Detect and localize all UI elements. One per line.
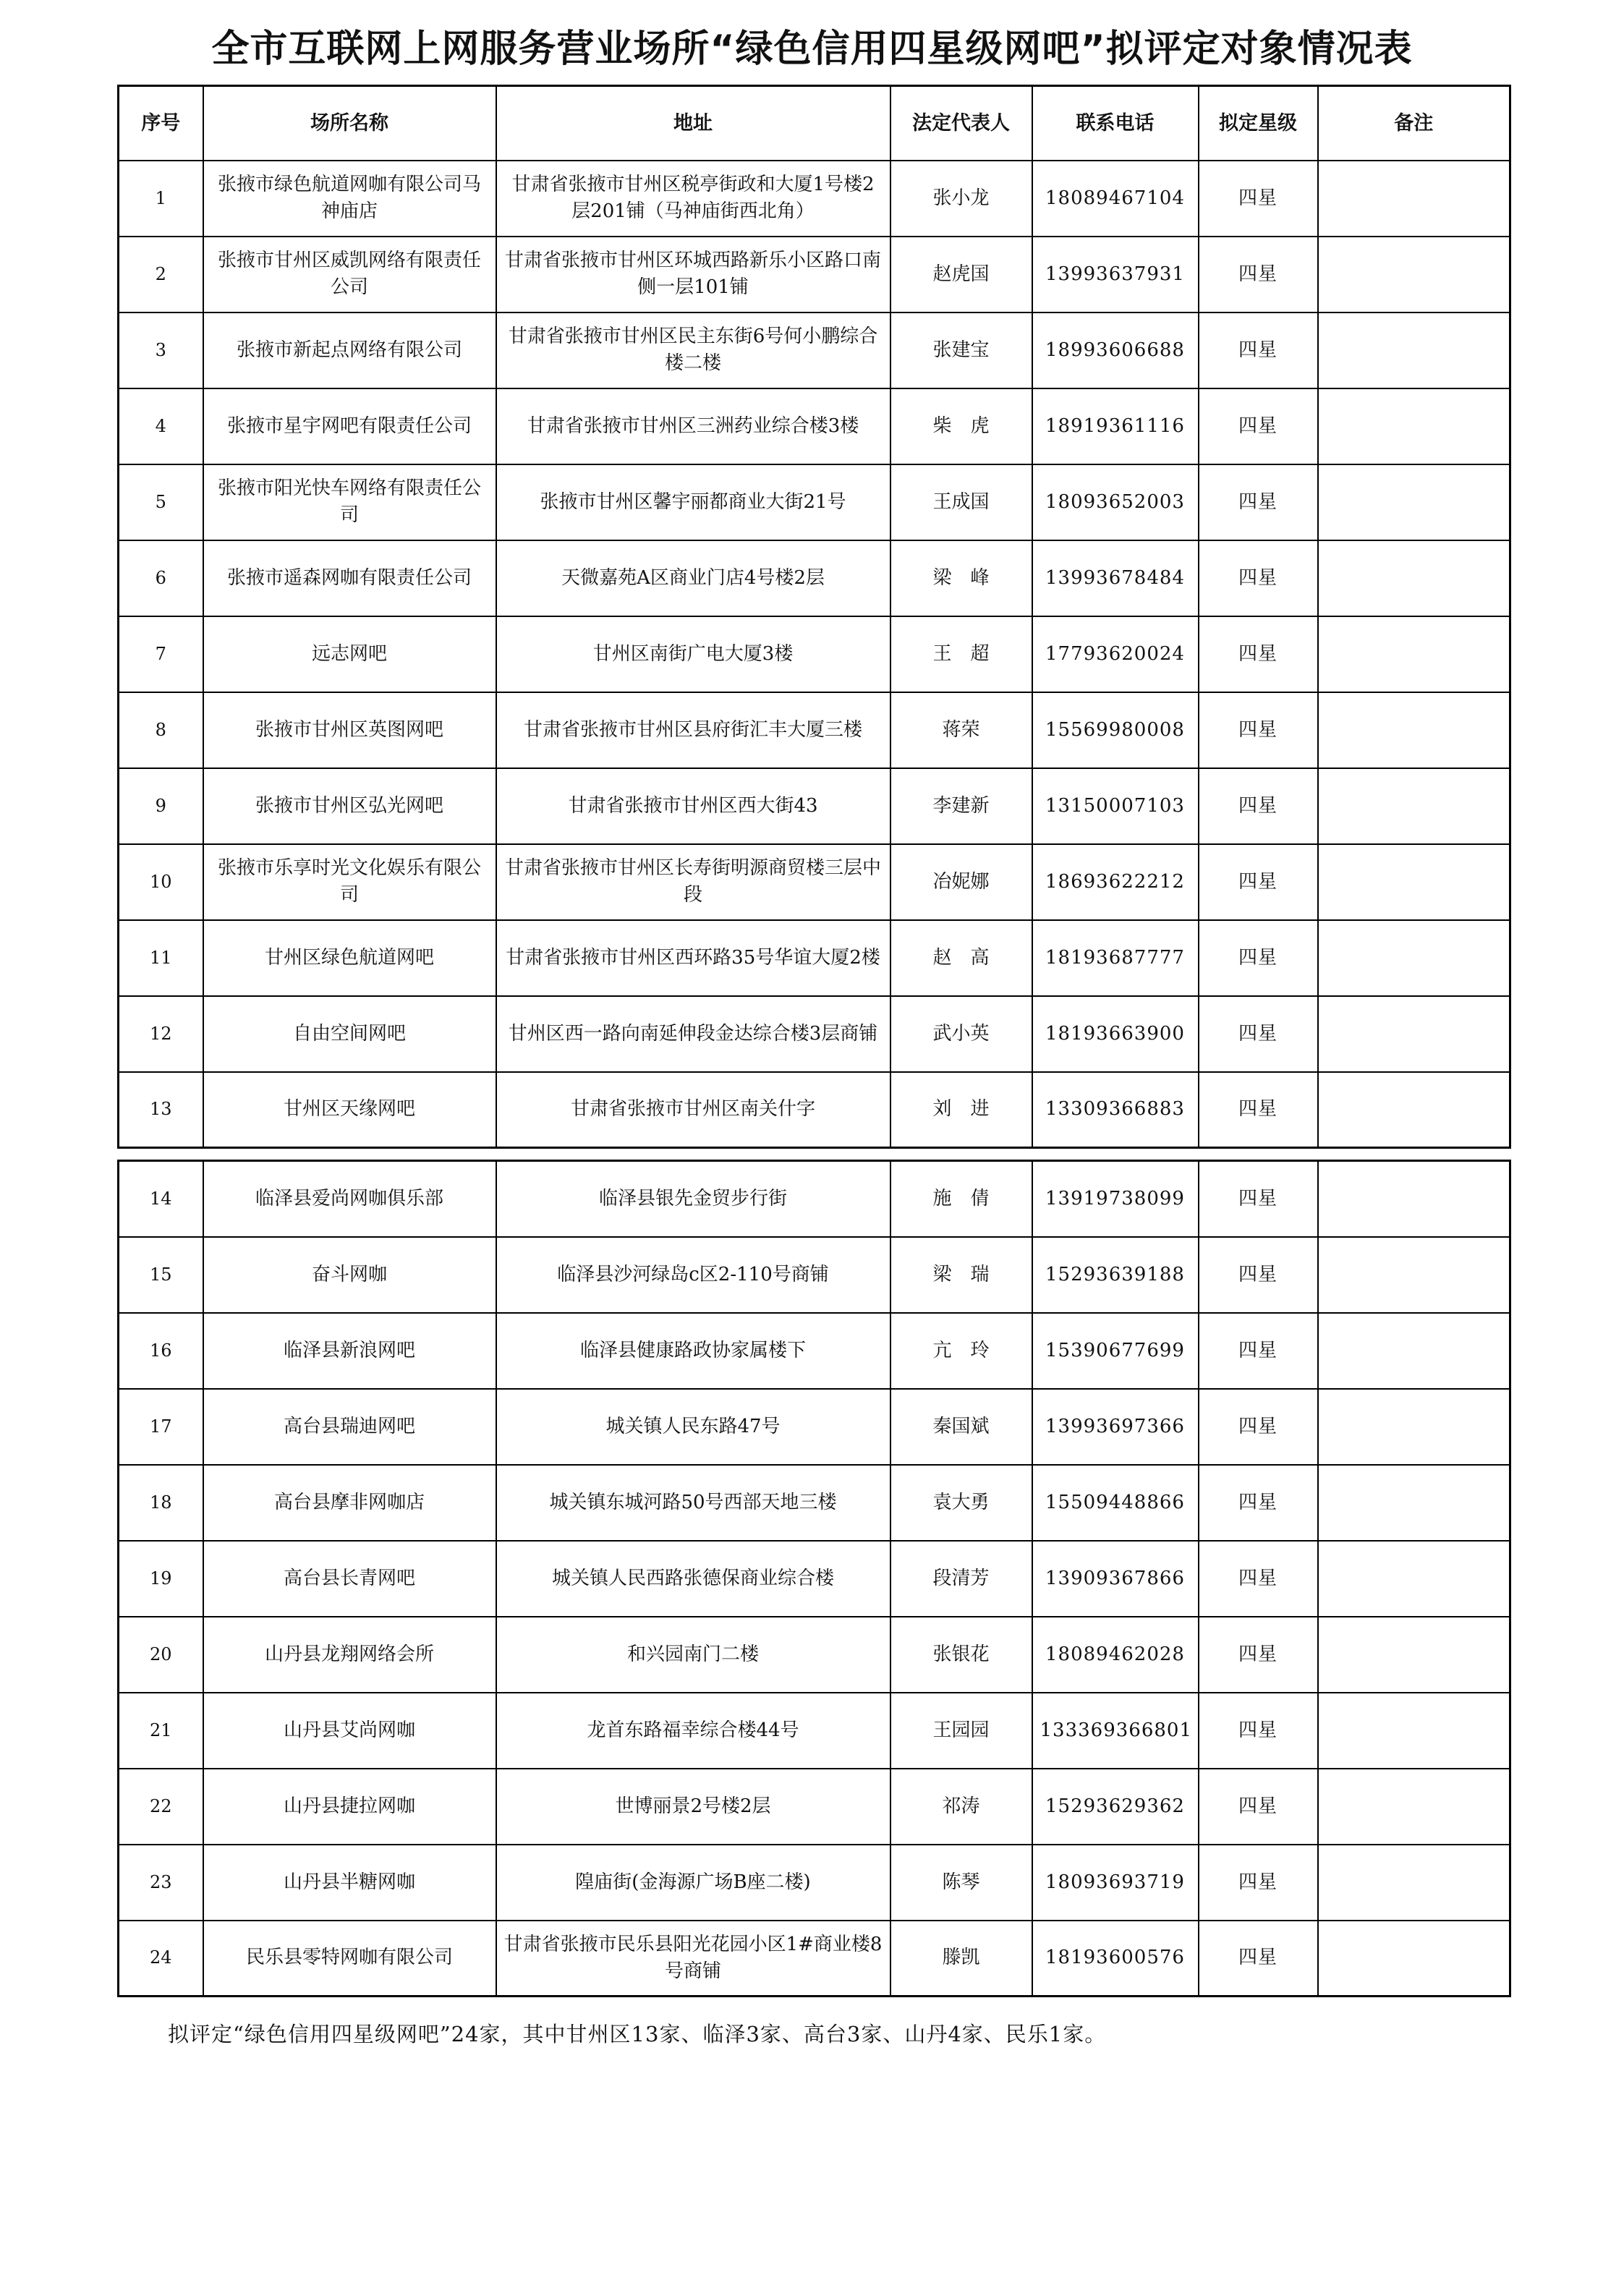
cell-phone: 18993606688 <box>1032 312 1199 388</box>
cell-phone: 13309366883 <box>1032 1072 1199 1148</box>
table-header-row <box>119 86 1510 161</box>
cell-star-rating: 四星 <box>1199 161 1318 237</box>
cell-star-rating: 四星 <box>1199 1072 1318 1148</box>
cell-phone: 18693622212 <box>1032 844 1199 920</box>
cell-legal-representative: 王 超 <box>890 616 1032 692</box>
cell-legal-representative: 张小龙 <box>890 161 1032 237</box>
cell-no: 4 <box>119 388 203 464</box>
cell-legal-representative: 赵虎国 <box>890 237 1032 312</box>
header-remarks: 备注 <box>1318 86 1510 161</box>
cell-no: 16 <box>119 1313 203 1389</box>
cell-star-rating: 四星 <box>1199 1541 1318 1617</box>
cell-legal-representative: 柴 虎 <box>890 388 1032 464</box>
cell-venue-name: 远志网吧 <box>203 616 496 692</box>
cell-phone: 13993637931 <box>1032 237 1199 312</box>
cell-legal-representative: 刘 进 <box>890 1072 1032 1148</box>
table-row <box>119 1072 1510 1148</box>
table-row <box>119 1237 1510 1313</box>
summary-note: 拟评定“绿色信用四星级网吧”24家，其中甘州区13家、临泽3家、高台3家、山丹4家、民乐1家。 <box>168 2022 1107 2046</box>
cell-remarks <box>1318 1921 1510 1997</box>
table-row <box>119 1465 1510 1541</box>
header-no: 序号 <box>119 86 203 161</box>
cell-remarks <box>1318 1541 1510 1617</box>
cell-phone: 13919738099 <box>1032 1161 1199 1237</box>
cell-remarks <box>1318 1769 1510 1845</box>
cell-address: 世博丽景2号楼2层 <box>496 1769 890 1845</box>
cell-star-rating: 四星 <box>1199 692 1318 768</box>
cell-remarks <box>1318 1389 1510 1465</box>
cell-phone: 15390677699 <box>1032 1313 1199 1389</box>
cell-no: 21 <box>119 1693 203 1769</box>
table-row <box>119 1313 1510 1389</box>
cell-phone: 13150007103 <box>1032 768 1199 844</box>
table-row <box>119 844 1510 920</box>
cell-star-rating: 四星 <box>1199 996 1318 1072</box>
cell-remarks <box>1318 616 1510 692</box>
cell-remarks <box>1318 1465 1510 1541</box>
cell-legal-representative: 冶妮娜 <box>890 844 1032 920</box>
cell-phone: 18089462028 <box>1032 1617 1199 1693</box>
cell-no: 20 <box>119 1617 203 1693</box>
cell-phone: 13993697366 <box>1032 1389 1199 1465</box>
cell-star-rating: 四星 <box>1199 1237 1318 1313</box>
cell-legal-representative: 蒋荣 <box>890 692 1032 768</box>
cell-star-rating: 四星 <box>1199 1693 1318 1769</box>
cell-no: 12 <box>119 996 203 1072</box>
cell-star-rating: 四星 <box>1199 464 1318 540</box>
cell-remarks <box>1318 464 1510 540</box>
cell-venue-name: 张掖市新起点网络有限公司 <box>203 312 496 388</box>
table-row <box>119 616 1510 692</box>
cell-no: 24 <box>119 1921 203 1997</box>
table-row <box>119 540 1510 616</box>
header-legal-representative: 法定代表人 <box>890 86 1032 161</box>
cell-no: 3 <box>119 312 203 388</box>
cell-address: 临泽县沙河绿岛c区2-110号商铺 <box>496 1237 890 1313</box>
cell-phone: 18193600576 <box>1032 1921 1199 1997</box>
cell-legal-representative: 亢 玲 <box>890 1313 1032 1389</box>
cell-remarks <box>1318 312 1510 388</box>
table-row <box>119 1845 1510 1921</box>
cell-star-rating: 四星 <box>1199 1845 1318 1921</box>
cell-star-rating: 四星 <box>1199 1161 1318 1237</box>
cell-no: 23 <box>119 1845 203 1921</box>
cell-legal-representative: 张建宝 <box>890 312 1032 388</box>
cell-phone: 18193687777 <box>1032 920 1199 996</box>
document-title: 全市互联网上网服务营业场所“绿色信用四星级网吧”拟评定对象情况表 <box>211 27 1413 71</box>
cell-venue-name: 临泽县爱尚网咖俱乐部 <box>203 1161 496 1237</box>
cell-venue-name: 张掖市甘州区弘光网吧 <box>203 768 496 844</box>
table-row <box>119 161 1510 237</box>
cell-phone: 18193663900 <box>1032 996 1199 1072</box>
cell-phone: 13909367866 <box>1032 1541 1199 1617</box>
cell-venue-name: 山丹县龙翔网络会所 <box>203 1617 496 1693</box>
cell-address: 甘州区西一路向南延伸段金达综合楼3层商铺 <box>496 996 890 1072</box>
table-body-part-2 <box>119 1161 1510 1997</box>
cell-address: 城关镇人民东路47号 <box>496 1389 890 1465</box>
table-row <box>119 1541 1510 1617</box>
cell-no: 18 <box>119 1465 203 1541</box>
table-row <box>119 1693 1510 1769</box>
cell-address: 甘肃省张掖市甘州区西大街43 <box>496 768 890 844</box>
cell-venue-name: 高台县摩非网咖店 <box>203 1465 496 1541</box>
cell-address: 天微嘉苑A区商业门店4号楼2层 <box>496 540 890 616</box>
cell-venue-name: 民乐县零特网咖有限公司 <box>203 1921 496 1997</box>
cell-no: 5 <box>119 464 203 540</box>
cell-venue-name: 山丹县半糖网咖 <box>203 1845 496 1921</box>
cell-star-rating: 四星 <box>1199 1389 1318 1465</box>
table-row <box>119 768 1510 844</box>
cell-phone: 13993678484 <box>1032 540 1199 616</box>
cell-remarks <box>1318 1313 1510 1389</box>
cell-address: 和兴园南门二楼 <box>496 1617 890 1693</box>
cell-address: 甘肃省张掖市甘州区南关什字 <box>496 1072 890 1148</box>
cell-legal-representative: 张银花 <box>890 1617 1032 1693</box>
cell-address: 甘州区南街广电大厦3楼 <box>496 616 890 692</box>
cell-remarks <box>1318 1072 1510 1148</box>
table-row <box>119 1921 1510 1997</box>
cell-remarks <box>1318 996 1510 1072</box>
cell-venue-name: 甘州区绿色航道网吧 <box>203 920 496 996</box>
cell-star-rating: 四星 <box>1199 1769 1318 1845</box>
table-row <box>119 1617 1510 1693</box>
cell-address: 城关镇东城河路50号西部天地三楼 <box>496 1465 890 1541</box>
cell-phone: 18093693719 <box>1032 1845 1199 1921</box>
cell-venue-name: 山丹县艾尚网咖 <box>203 1693 496 1769</box>
cell-no: 6 <box>119 540 203 616</box>
cell-star-rating: 四星 <box>1199 540 1318 616</box>
cell-legal-representative: 李建新 <box>890 768 1032 844</box>
cell-venue-name: 张掖市甘州区威凯网络有限责任公司 <box>203 237 496 312</box>
cell-venue-name: 自由空间网吧 <box>203 996 496 1072</box>
header-star-rating: 拟定星级 <box>1199 86 1318 161</box>
cell-no: 8 <box>119 692 203 768</box>
cell-legal-representative: 秦国斌 <box>890 1389 1032 1465</box>
cell-address: 甘肃省张掖市甘州区西环路35号华谊大厦2楼 <box>496 920 890 996</box>
cell-remarks <box>1318 844 1510 920</box>
cell-remarks <box>1318 540 1510 616</box>
cell-no: 14 <box>119 1161 203 1237</box>
cell-legal-representative: 梁 峰 <box>890 540 1032 616</box>
cell-star-rating: 四星 <box>1199 844 1318 920</box>
cell-venue-name: 张掖市星宇网吧有限责任公司 <box>203 388 496 464</box>
cell-star-rating: 四星 <box>1199 920 1318 996</box>
cell-star-rating: 四星 <box>1199 1465 1318 1541</box>
cell-venue-name: 奋斗网咖 <box>203 1237 496 1313</box>
cell-remarks <box>1318 1693 1510 1769</box>
venue-table-part-1 <box>117 85 1511 1149</box>
cell-venue-name: 张掖市甘州区英图网吧 <box>203 692 496 768</box>
cell-address: 甘肃省张掖市甘州区县府街汇丰大厦三楼 <box>496 692 890 768</box>
table-row <box>119 312 1510 388</box>
cell-no: 11 <box>119 920 203 996</box>
cell-star-rating: 四星 <box>1199 768 1318 844</box>
cell-phone: 17793620024 <box>1032 616 1199 692</box>
cell-address: 临泽县银先金贸步行街 <box>496 1161 890 1237</box>
header-phone: 联系电话 <box>1032 86 1199 161</box>
cell-venue-name: 张掖市乐享时光文化娱乐有限公司 <box>203 844 496 920</box>
cell-address: 隍庙街(金海源广场B座二楼) <box>496 1845 890 1921</box>
cell-legal-representative: 赵 高 <box>890 920 1032 996</box>
cell-remarks <box>1318 161 1510 237</box>
table-row <box>119 920 1510 996</box>
table-row <box>119 996 1510 1072</box>
cell-star-rating: 四星 <box>1199 616 1318 692</box>
cell-venue-name: 高台县瑞迪网吧 <box>203 1389 496 1465</box>
cell-star-rating: 四星 <box>1199 1921 1318 1997</box>
cell-legal-representative: 王成国 <box>890 464 1032 540</box>
cell-legal-representative: 武小英 <box>890 996 1032 1072</box>
table-row <box>119 1389 1510 1465</box>
cell-no: 22 <box>119 1769 203 1845</box>
cell-star-rating: 四星 <box>1199 388 1318 464</box>
cell-phone: 15569980008 <box>1032 692 1199 768</box>
cell-legal-representative: 施 倩 <box>890 1161 1032 1237</box>
cell-no: 19 <box>119 1541 203 1617</box>
cell-remarks <box>1318 237 1510 312</box>
cell-legal-representative: 王园园 <box>890 1693 1032 1769</box>
cell-venue-name: 张掖市阳光快车网络有限责任公司 <box>203 464 496 540</box>
cell-phone: 15509448866 <box>1032 1465 1199 1541</box>
cell-remarks <box>1318 768 1510 844</box>
header-venue-name: 场所名称 <box>203 86 496 161</box>
table-row <box>119 237 1510 312</box>
cell-remarks <box>1318 1845 1510 1921</box>
cell-star-rating: 四星 <box>1199 1617 1318 1693</box>
cell-star-rating: 四星 <box>1199 237 1318 312</box>
cell-star-rating: 四星 <box>1199 312 1318 388</box>
cell-address: 甘肃省张掖市甘州区三洲药业综合楼3楼 <box>496 388 890 464</box>
cell-no: 2 <box>119 237 203 312</box>
cell-legal-representative: 袁大勇 <box>890 1465 1032 1541</box>
cell-remarks <box>1318 920 1510 996</box>
cell-phone: 18089467104 <box>1032 161 1199 237</box>
table-row <box>119 464 1510 540</box>
header-address: 地址 <box>496 86 890 161</box>
cell-legal-representative: 段清芳 <box>890 1541 1032 1617</box>
cell-phone: 15293629362 <box>1032 1769 1199 1845</box>
cell-venue-name: 高台县长青网吧 <box>203 1541 496 1617</box>
cell-no: 13 <box>119 1072 203 1148</box>
cell-no: 10 <box>119 844 203 920</box>
cell-no: 17 <box>119 1389 203 1465</box>
cell-address: 甘肃省张掖市甘州区民主东街6号何小鹏综合楼二楼 <box>496 312 890 388</box>
cell-phone: 18919361116 <box>1032 388 1199 464</box>
cell-venue-name: 甘州区天缘网吧 <box>203 1072 496 1148</box>
cell-no: 7 <box>119 616 203 692</box>
table-body-part-1 <box>119 161 1510 1148</box>
table-row <box>119 388 1510 464</box>
cell-phone: 18093652003 <box>1032 464 1199 540</box>
cell-remarks <box>1318 1617 1510 1693</box>
cell-address: 临泽县健康路政协家属楼下 <box>496 1313 890 1389</box>
cell-address: 张掖市甘州区馨宇丽都商业大街21号 <box>496 464 890 540</box>
cell-venue-name: 山丹县捷拉网咖 <box>203 1769 496 1845</box>
table-row <box>119 1161 1510 1237</box>
cell-venue-name: 临泽县新浪网吧 <box>203 1313 496 1389</box>
cell-legal-representative: 梁 瑞 <box>890 1237 1032 1313</box>
cell-remarks <box>1318 1161 1510 1237</box>
table-row <box>119 692 1510 768</box>
cell-no: 9 <box>119 768 203 844</box>
cell-remarks <box>1318 692 1510 768</box>
cell-phone: 133369366801 <box>1032 1693 1199 1769</box>
table-row <box>119 1769 1510 1845</box>
cell-venue-name: 张掖市绿色航道网咖有限公司马神庙店 <box>203 161 496 237</box>
venue-table-part-2 <box>117 1160 1511 1997</box>
cell-address: 龙首东路福幸综合楼44号 <box>496 1693 890 1769</box>
cell-no: 1 <box>119 161 203 237</box>
cell-legal-representative: 陈琴 <box>890 1845 1032 1921</box>
cell-address: 甘肃省张掖市甘州区长寿街明源商贸楼三层中段 <box>496 844 890 920</box>
cell-address: 甘肃省张掖市甘州区税亭街政和大厦1号楼2层201铺（马神庙街西北角） <box>496 161 890 237</box>
cell-legal-representative: 滕凯 <box>890 1921 1032 1997</box>
cell-address: 甘肃省张掖市民乐县阳光花园小区1#商业楼8号商铺 <box>496 1921 890 1997</box>
cell-no: 15 <box>119 1237 203 1313</box>
cell-legal-representative: 祁涛 <box>890 1769 1032 1845</box>
cell-remarks <box>1318 388 1510 464</box>
cell-address: 甘肃省张掖市甘州区环城西路新乐小区路口南侧一层101铺 <box>496 237 890 312</box>
cell-star-rating: 四星 <box>1199 1313 1318 1389</box>
cell-address: 城关镇人民西路张德保商业综合楼 <box>496 1541 890 1617</box>
cell-remarks <box>1318 1237 1510 1313</box>
cell-phone: 15293639188 <box>1032 1237 1199 1313</box>
cell-venue-name: 张掖市遥森网咖有限责任公司 <box>203 540 496 616</box>
